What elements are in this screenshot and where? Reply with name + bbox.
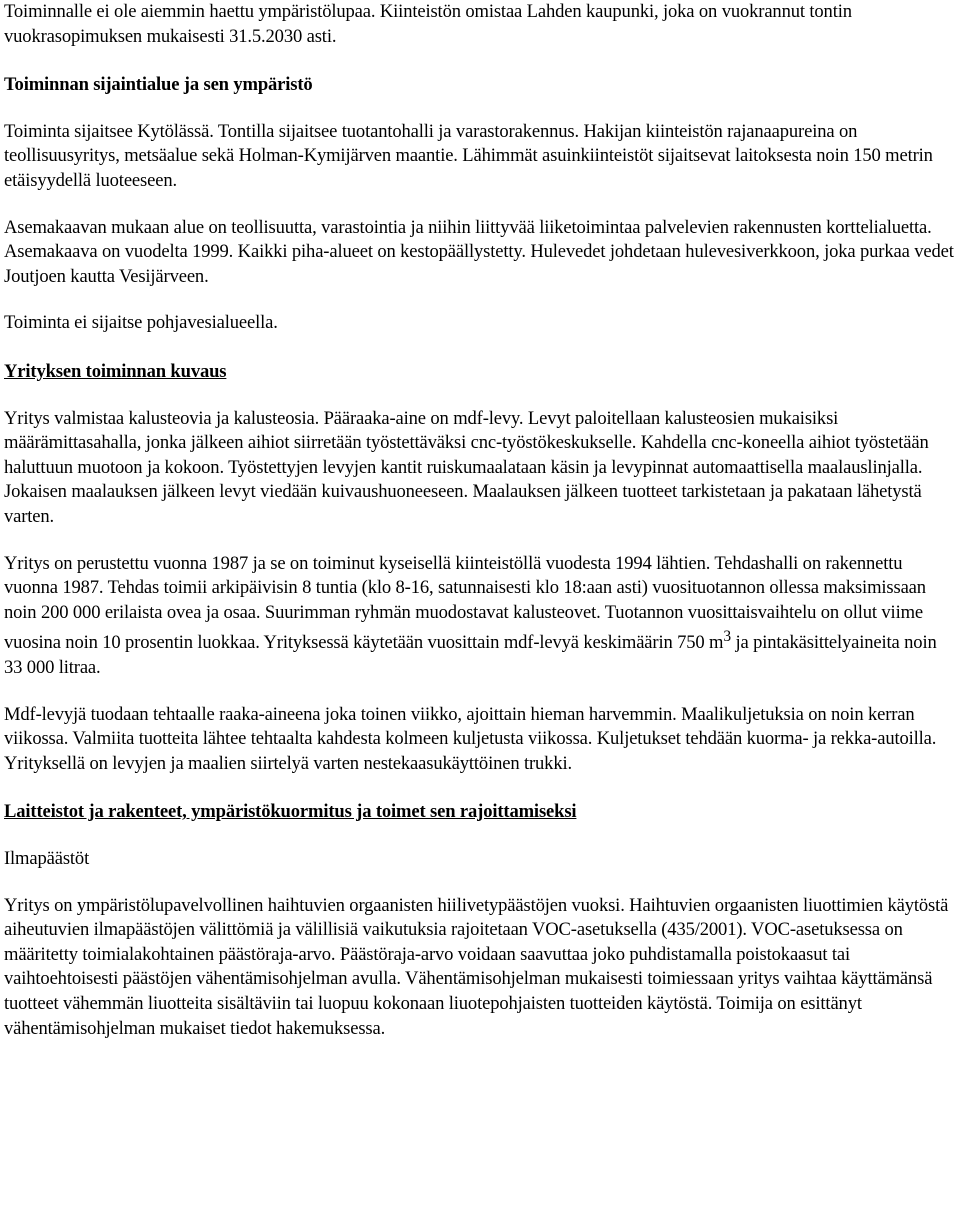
activity-paragraph-1: Yritys valmistaa kalusteovia ja kalusteosia. Pääraaka-aine on mdf-levy. Levyt paloitellaan kalusteosien mukaisiksi määrämittasahalla, jonka jälkeen aihiot siirretään työstettäväksi cnc-työstökeskukselle. Kahdella cnc-koneella aihiot työstetään haluttuun muotoon ja kokoon. Työstettyjen levyjen kantit ruiskumaalataan käsin ja levypinnat automaattisella maalauslinjalla. Jokaisen maalauksen jälkeen levyt viedään kuivaushuoneeseen. Maalauksen jälkeen tuotteet tarkistetaan ja pakataan lähetystä varten. [4,407,929,527]
document-page [4,0,954,1041]
activity-paragraph-2-part-2: ja pintakäsittelyaineita noin 33 000 litraa. [4,632,937,679]
cubic-meter-superscript: 3 [723,628,731,646]
section-equipment-heading: Laitteistot ja rakenteet, ympäristökuormitus ja toimet sen rajoittamiseksi [4,801,577,823]
activity-paragraph-3: Mdf-levyjä tuodaan tehtaalle raaka-aineena joka toinen viikko, ajoittain hieman harvemmin. Maalikuljetuksia on noin kerran viikossa. Valmiita tuotteita lähtee tehtaalta kahdesta kolmeen kuljetusta viikossa. Kuljetukset tehdään kuorma- ja rekka-autoilla. Yrityksellä on levyjen ja maalien siirtelyä varten nestekaasukäyttöinen trukki. [4,703,937,774]
activity-paragraph-2 [4,552,954,681]
air-paragraph-1: Yritys on ympäristölupavelvollinen haihtuvien orgaanisten hiilivetypäästöjen vuoksi. Haihtuvien orgaanisten liuottimien käytöstä aiheutuvien ilmapäästöjen välittömiä ja välillisiä vaikutuksia rajoitetaan VOC-asetuksella (435/2001). VOC-asetuksessa on määritetty toimialakohtainen päästöraja-arvo. Päästöraja-arvo voidaan saavuttaa joko puhdistamalla poistokaasut tai vaihtoehtoisesti päästöjen vähentämisohjelman avulla. Vähentämisohjelman mukaisesti toimiessaan yritys vaihtaa käyttämänsä tuotteet vähemmän liuotteita sisältäviin tai luopuu kokonaan liuotepohjaisten tuotteiden käytöstä. Toimija on esittänyt vähentämisohjelman mukaiset tiedot hakemuksessa. [4,894,949,1039]
location-paragraph-1: Toiminta sijaitsee Kytölässä. Tontilla sijaitsee tuotantohalli ja varastorakennus. Hakijan kiinteistön rajanaapureina on teollisuusyritys, metsäalue sekä Holman-Kymijärven maantie. Lähimmät asuinkiinteistöt sijaitsevat laitoksesta noin 150 metrin etäisyydellä luoteeseen. [4,120,933,191]
location-paragraph-2: Asemakaavan mukaan alue on teollisuutta, varastointia ja niihin liittyvää liiketoimintaa palvelevien rakennusten korttelialuetta. Asemakaava on vuodelta 1999. Kaikki piha-alueet on kestopäällystetty. Hulevedet johdetaan hulevesiverkkoon, joka purkaa vedet Joutjoen kautta Vesijärveen. [4,216,954,287]
subsection-air-heading: Ilmapäästöt [4,848,90,870]
activity-paragraph-2-part-1: Yritys on perustettu vuonna 1987 ja se on toiminut kyseisellä kiinteistöllä vuodesta 1994 lähtien. Tehdashalli on rakennettu vuonna 1987. Tehdas toimii arkipäivisin 8 tuntia (klo 8-16, satunnaisesti klo 18:aan asti) vuosituotannon ollessa maksimissaan noin 200 000 erilaista ovea ja osaa. Suurimman ryhmän muodostavat kalusteovet. Tuotannon vuosittaisvaihtelu on ollut viime vuosina noin 10 prosentin luokkaa. Yrityksessä käytetään vuosittain mdf-levyä keskimäärin 750 m [4,552,926,654]
intro-paragraph: Toiminnalle ei ole aiemmin haettu ympäristölupaa. Kiinteistön omistaa Lahden kaupunki, joka on vuokrannut tontin vuokrasopimuksen mukaisesti 31.5.2030 asti. [4,1,852,47]
section-location-heading: Toiminnan sijaintialue ja sen ympäristö [4,74,313,96]
section-activity-heading: Yrityksen toiminnan kuvaus [4,360,227,382]
location-paragraph-3: Toiminta ei sijaitse pohjavesialueella. [4,312,278,334]
